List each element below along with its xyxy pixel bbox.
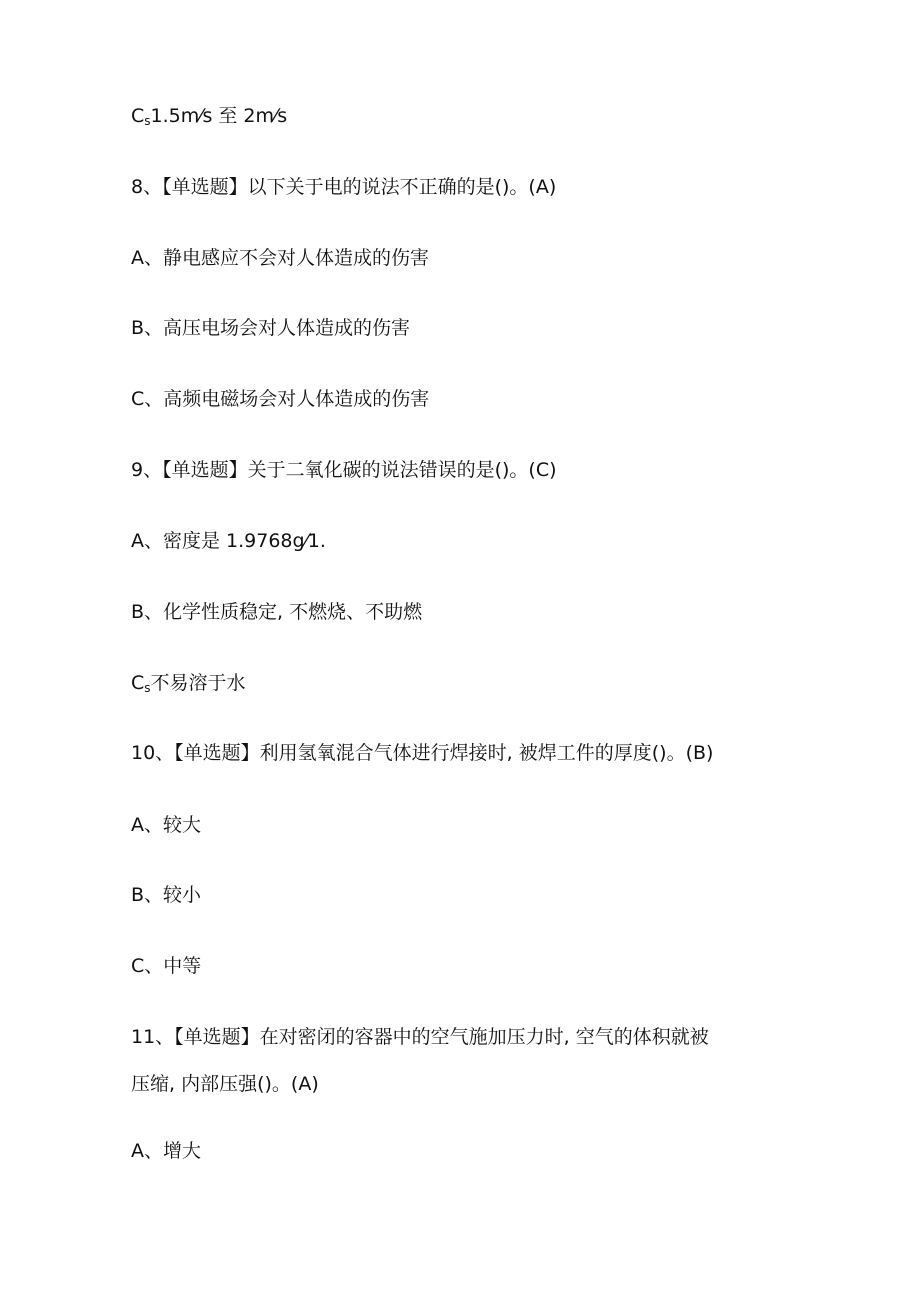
option-c-q8: C、高频电磁场会对人体造成的伤害 <box>131 388 430 410</box>
option-letter: C <box>131 672 145 694</box>
option-subscript: s <box>144 114 151 128</box>
question-11: 11、【单选题】在对密闭的容器中的空气施加压力时, 空气的体积就被 <box>131 1026 709 1048</box>
option-subscript: s <box>144 681 151 695</box>
option-letter: C <box>131 105 145 127</box>
option-b-q10: B、较小 <box>131 884 202 906</box>
option-a-q8: A、静电感应不会对人体造成的伤害 <box>131 247 429 269</box>
option-a-q11: A、增大 <box>131 1140 201 1162</box>
question-10: 10、【单选题】利用氢氧混合气体进行焊接时, 被焊工件的厚度()。(B) <box>131 742 714 764</box>
option-a-q9: A、密度是 1.9768g⁄1. <box>131 530 326 552</box>
option-text: 1.5m⁄s 至 2m⁄s <box>150 105 288 127</box>
question-11-continued: 压缩, 内部压强()。(A) <box>131 1073 319 1095</box>
option-c-q10: C、中等 <box>131 955 202 977</box>
question-8: 8、【单选题】以下关于电的说法不正确的是()。(A) <box>131 176 557 198</box>
option-c-q9 <box>131 671 246 700</box>
option-a-q10: A、较大 <box>131 814 201 836</box>
option-text: 不易溶于水 <box>150 672 246 694</box>
option-b-q8: B、高压电场会对人体造成的伤害 <box>131 317 411 339</box>
option-b-q9: B、化学性质稳定, 不燃烧、不助燃 <box>131 601 423 623</box>
option-c-q7 <box>131 104 287 133</box>
question-9: 9、【单选题】关于二氧化碳的说法错误的是()。(C) <box>131 459 557 481</box>
